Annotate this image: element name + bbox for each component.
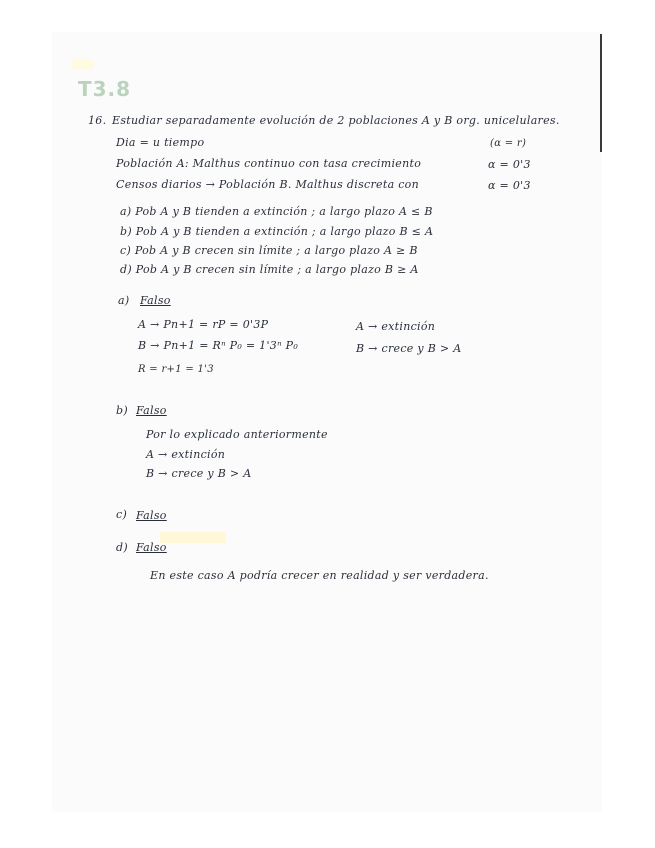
highlight-mark [160, 532, 226, 543]
option-c: c) Pob A y B crecen sin límite ; a largo plazo A ≥ B [120, 244, 418, 257]
problem-number: 16. [88, 114, 107, 127]
answer-a-eq-r: R = r+1 = 1'3 [138, 364, 214, 375]
option-a: a) Pob A y B tienden a extinción ; a largo plazo A ≤ B [120, 205, 433, 218]
answer-b-label: b) [116, 404, 128, 417]
option-d: d) Pob A y B crecen sin límite ; a largo plazo B ≥ A [120, 263, 419, 276]
problem-statement: Estudiar separadamente evolución de 2 poblaciones A y B org. unicelulares. [112, 114, 560, 127]
answer-a-eq-b: B → Pn+1 = Rⁿ P₀ = 1'3ⁿ P₀ [138, 339, 299, 352]
alpha-value: α = 0'3 [488, 158, 531, 171]
answer-b-verdict: Falso [136, 404, 167, 417]
answer-d-label: d) [116, 541, 128, 554]
r-value: α = 0'3 [488, 179, 531, 192]
answer-b-line-2: A → extinción [146, 448, 226, 461]
answer-b-line-1: Por lo explicado anteriormente [146, 428, 328, 441]
scanned-page [52, 32, 602, 812]
line-censos: Censos diarios → Población B. Malthus discreta con [116, 178, 419, 191]
answer-a-eq-a: A → Pn+1 = rP = 0'3P [138, 318, 269, 331]
answer-d-comment: En este caso A podría crecer en realidad y ser verdadera. [150, 569, 489, 582]
answer-b-line-3: B → crece y B > A [146, 467, 252, 480]
answer-a-result-b: B → crece y B > A [356, 342, 462, 355]
page-edge-mark [600, 34, 602, 152]
section-tag: T3.8 [78, 77, 132, 101]
answer-c-verdict: Falso [136, 509, 167, 522]
answer-d-verdict: Falso [136, 541, 167, 554]
line-poblacion-a: Población A: Malthus continuo con tasa crecimiento [116, 157, 422, 170]
alpha-note: (α = r) [490, 138, 527, 149]
answer-a-result-a: A → extinción [356, 320, 436, 333]
answer-a-label: a) [118, 294, 130, 307]
option-b: b) Pob A y B tienden a extinción ; a largo plazo B ≤ A [120, 225, 434, 238]
answer-c-label: c) [116, 508, 128, 521]
answer-a-verdict: Falso [140, 294, 171, 307]
highlight-mark [72, 60, 94, 70]
line-dia: Dia = u tiempo [116, 136, 205, 149]
